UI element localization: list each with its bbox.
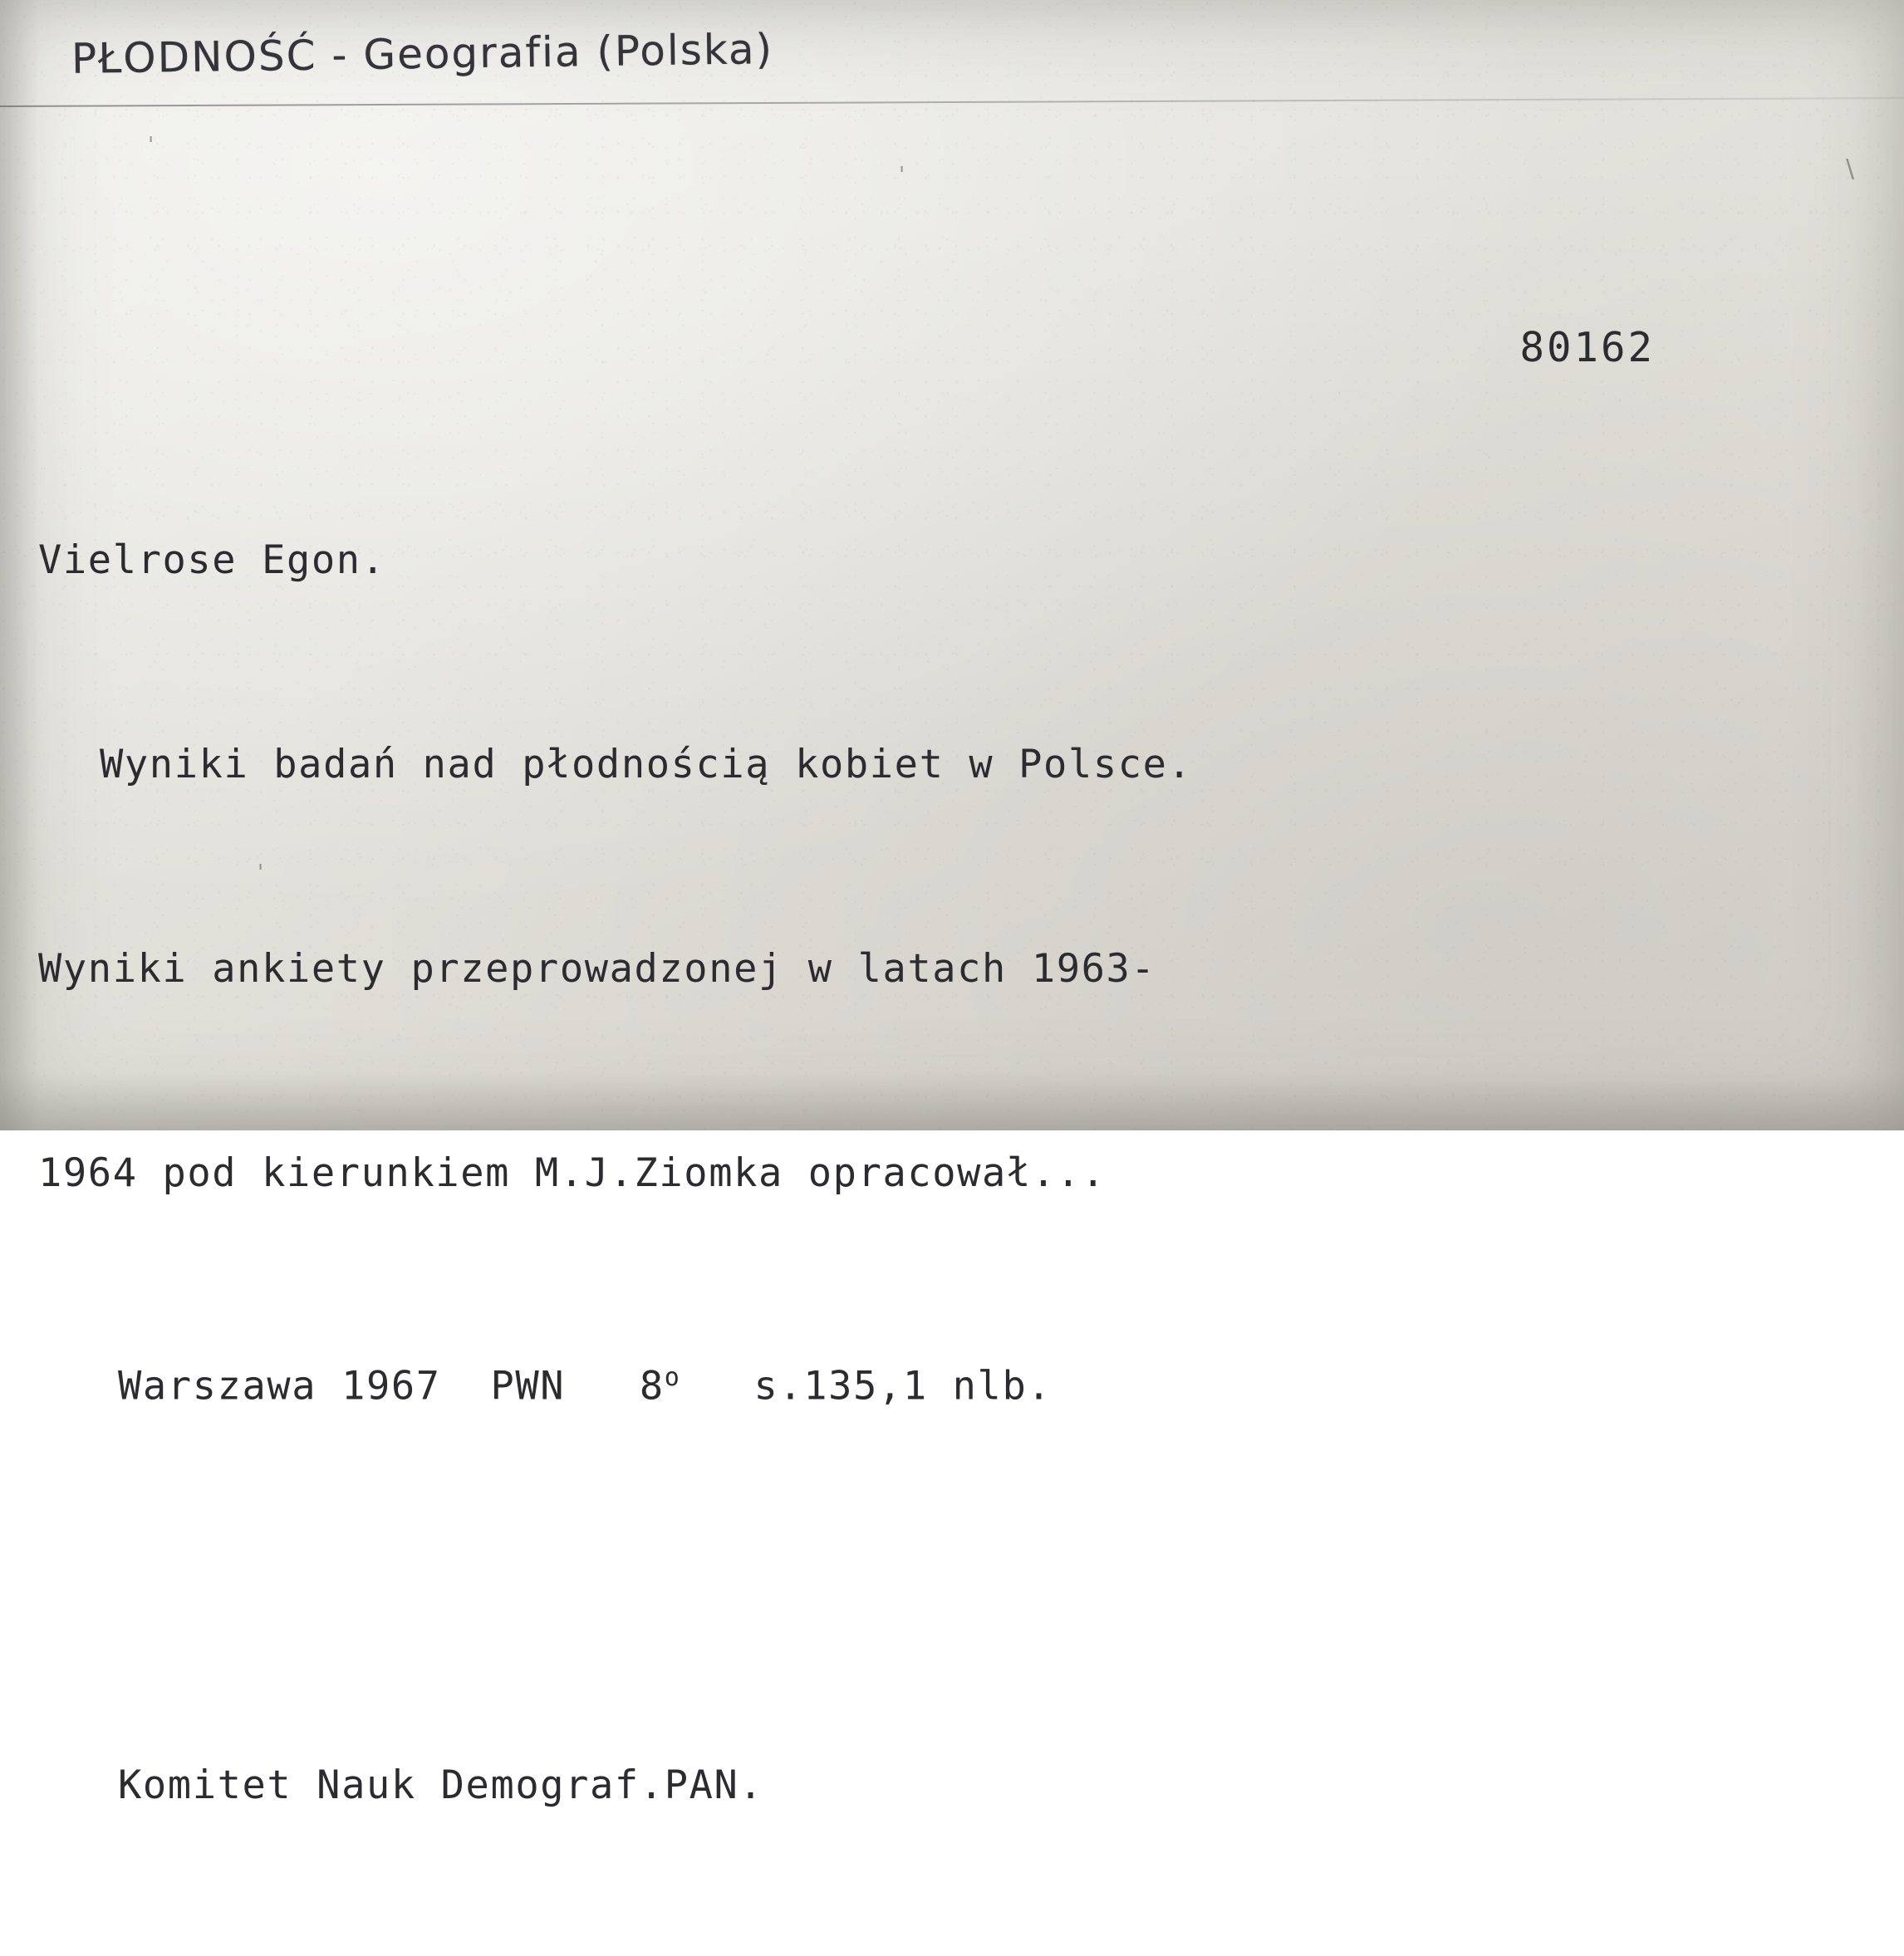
author-line: Vielrose Egon. — [38, 537, 386, 583]
format-degree-symbol: o — [664, 1363, 680, 1392]
paper-left-shadow — [0, 0, 38, 1130]
imprint-prefix: Warszawa 1967 PWN 8 — [118, 1363, 665, 1409]
title-line-2: Wyniki ankiety przeprowadzonej w latach 1963- — [38, 946, 1156, 992]
stray-pen-mark: ' — [258, 860, 264, 885]
stray-pen-mark: ' — [899, 163, 905, 188]
stray-pen-mark: \ — [1846, 154, 1855, 184]
imprint-suffix: s.135,1 nlb. — [679, 1363, 1053, 1409]
imprint-line — [38, 1344, 1866, 1421]
card-body — [38, 390, 1866, 1956]
series-line: Komitet Nauk Demograf.PAN. — [118, 1762, 764, 1808]
card-heading: PŁODNOŚĆ - Geografia (Polska) — [71, 25, 774, 83]
accession-number: 80162 — [1519, 324, 1655, 371]
stray-pen-mark: ' — [148, 133, 155, 158]
body-spacer — [38, 1557, 1866, 1615]
heading-underline — [0, 97, 1904, 107]
title-line-1: Wyniki badań nad płodnością kobiet w Polsce. — [100, 742, 1193, 787]
title-line-3: 1964 pod kierunkiem M.J.Ziomka opracował... — [38, 1150, 1107, 1196]
